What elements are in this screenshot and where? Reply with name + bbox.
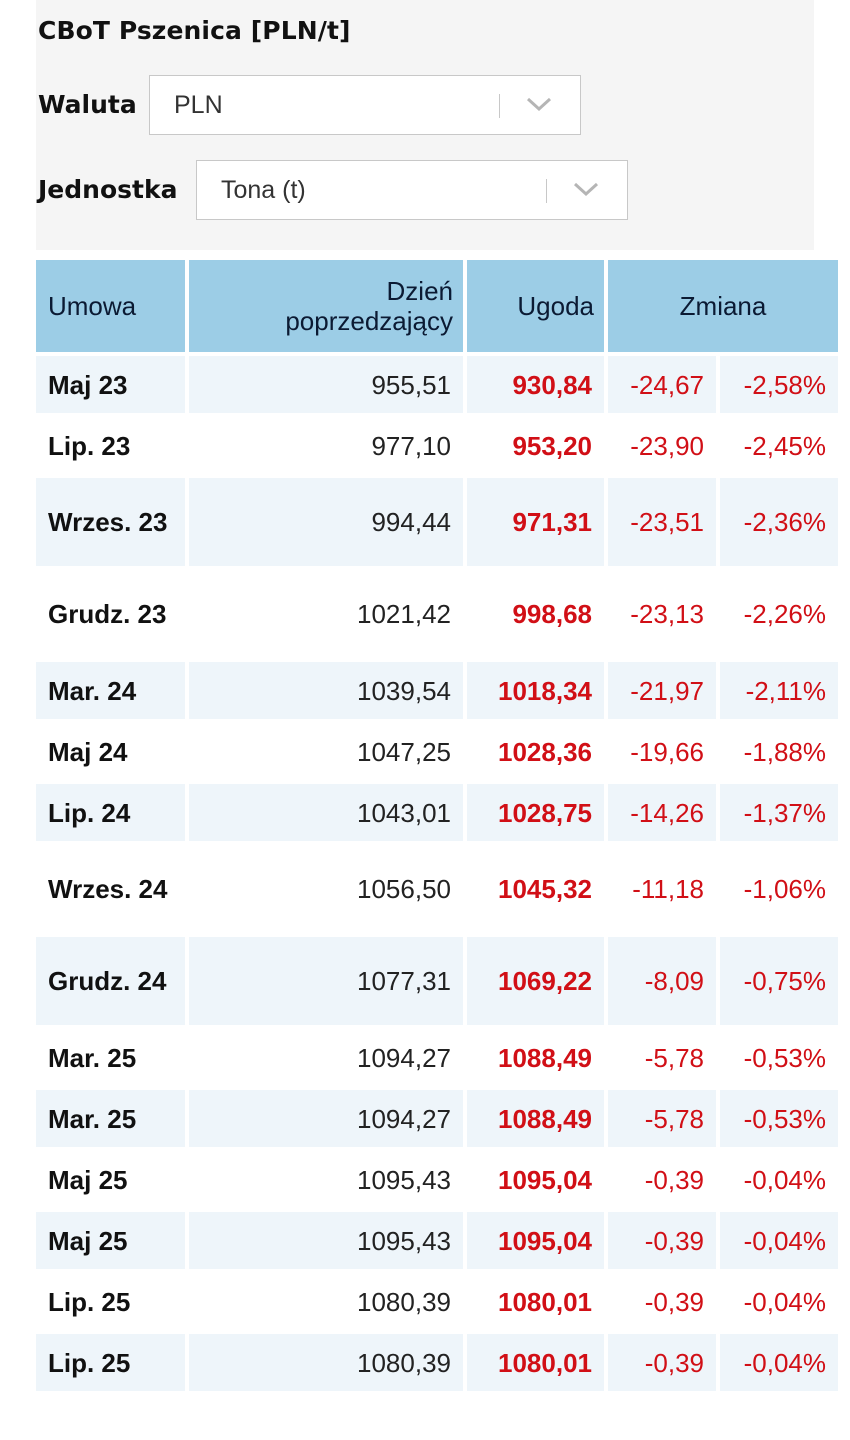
cell-previous-day: 1021,42: [357, 599, 451, 629]
select-separator: [499, 94, 500, 118]
table-row[interactable]: [36, 417, 838, 474]
cell-change-percent: -1,06%: [743, 874, 827, 904]
cell-change-percent: -0,75%: [720, 937, 838, 1025]
table-row[interactable]: [36, 570, 838, 658]
cell-settlement: 1045,32: [498, 874, 592, 904]
unit-select[interactable]: [196, 160, 628, 220]
chevron-down-icon: [524, 92, 554, 116]
cell-change: -8,09: [608, 937, 716, 1025]
cell-previous-day: 977,10: [371, 430, 451, 461]
cell-change: -24,67: [608, 356, 716, 413]
cell-change-percent: -2,11%: [720, 662, 838, 719]
cell-contract: Wrzes. 23: [36, 478, 185, 566]
cell-contract: Grudz. 23: [48, 599, 167, 629]
cell-contract: Lip. 25: [36, 1334, 185, 1391]
cell-change-percent: -0,04%: [720, 1334, 838, 1391]
table-row[interactable]: [36, 1151, 838, 1208]
column-header-contract[interactable]: Umowa: [36, 260, 185, 352]
cell-settlement: 930,84: [467, 356, 604, 413]
cell-change-percent: -0,53%: [743, 1042, 827, 1073]
cell-contract: Grudz. 24: [36, 937, 185, 1025]
table-row[interactable]: [36, 1212, 838, 1269]
unit-label: Jednostka: [38, 175, 178, 204]
cell-settlement: 1088,49: [467, 1090, 604, 1147]
table-row[interactable]: [36, 662, 838, 719]
cell-previous-day: 1095,43: [357, 1164, 451, 1195]
cell-change: -5,78: [608, 1090, 716, 1147]
cell-contract: Wrzes. 24: [48, 874, 168, 904]
table-row[interactable]: [36, 723, 838, 780]
cell-change: -0,39: [644, 1164, 704, 1195]
currency-label: Waluta: [38, 90, 137, 119]
cell-previous-day: 955,51: [189, 356, 463, 413]
column-header-settlement[interactable]: Ugoda: [467, 260, 604, 352]
cell-change: -0,39: [644, 1286, 704, 1317]
cell-contract: Mar. 24: [36, 662, 185, 719]
cell-previous-day: 1043,01: [189, 784, 463, 841]
cell-change-percent: -0,04%: [743, 1286, 827, 1317]
currency-select[interactable]: [149, 75, 581, 135]
cell-previous-day: 1080,39: [189, 1334, 463, 1391]
column-header-previous-day-line2: poprzedzający: [285, 306, 453, 336]
cell-contract: Lip. 25: [48, 1286, 131, 1317]
cell-previous-day: 1056,50: [357, 874, 451, 904]
cell-contract: Maj 24: [48, 736, 128, 767]
chevron-down-icon: [571, 177, 601, 201]
cell-previous-day: 1095,43: [189, 1212, 463, 1269]
cell-settlement: 953,20: [512, 430, 592, 461]
cell-previous-day: 1080,39: [357, 1286, 451, 1317]
cell-change: -23,13: [630, 599, 704, 629]
cell-settlement: 1028,36: [498, 736, 592, 767]
column-header-change[interactable]: Zmiana: [608, 260, 838, 352]
cell-previous-day: 1047,25: [357, 736, 451, 767]
cell-change-percent: -2,58%: [720, 356, 838, 413]
table-row[interactable]: [36, 1090, 838, 1147]
cell-change: -14,26: [608, 784, 716, 841]
cell-settlement: 1080,01: [467, 1334, 604, 1391]
table-row[interactable]: [36, 845, 838, 933]
cell-contract: Lip. 23: [48, 430, 131, 461]
page-title: CBoT Pszenica [PLN/t]: [38, 16, 351, 45]
table-row[interactable]: [36, 1273, 838, 1330]
cell-settlement: 971,31: [467, 478, 604, 566]
futures-table: [32, 256, 842, 1395]
table-row[interactable]: [36, 478, 838, 566]
cell-change: -23,51: [608, 478, 716, 566]
cell-settlement: 1095,04: [498, 1164, 592, 1195]
cell-settlement: 1069,22: [467, 937, 604, 1025]
cell-settlement: 1080,01: [498, 1286, 592, 1317]
cell-settlement: 1095,04: [467, 1212, 604, 1269]
table-row[interactable]: [36, 1029, 838, 1086]
cell-previous-day: 1077,31: [189, 937, 463, 1025]
cell-change-percent: -2,36%: [720, 478, 838, 566]
cell-change: -19,66: [630, 736, 704, 767]
select-separator: [546, 179, 547, 203]
column-header-previous-day[interactable]: [189, 260, 463, 352]
cell-contract: Lip. 24: [36, 784, 185, 841]
cell-contract: Maj 23: [36, 356, 185, 413]
cell-previous-day: 994,44: [189, 478, 463, 566]
cell-contract: Maj 25: [36, 1212, 185, 1269]
unit-select-value: Tona (t): [221, 176, 306, 204]
cell-change: -5,78: [644, 1042, 704, 1073]
cell-change-percent: -1,37%: [720, 784, 838, 841]
cell-previous-day: 1094,27: [189, 1090, 463, 1147]
cell-previous-day: 1039,54: [189, 662, 463, 719]
cell-contract: Mar. 25: [36, 1090, 185, 1147]
cell-change-percent: -0,53%: [720, 1090, 838, 1147]
table-header-row: [36, 260, 838, 352]
cell-previous-day: 1094,27: [357, 1042, 451, 1073]
cell-change: -21,97: [608, 662, 716, 719]
column-header-previous-day-line1: Dzień: [386, 276, 453, 306]
cell-change: -23,90: [630, 430, 704, 461]
cell-change-percent: -0,04%: [743, 1164, 827, 1195]
cell-change-percent: -0,04%: [720, 1212, 838, 1269]
table-row[interactable]: [36, 784, 838, 841]
cell-change: -0,39: [608, 1212, 716, 1269]
cell-settlement: 998,68: [512, 599, 592, 629]
cell-change: -11,18: [632, 874, 704, 904]
cell-settlement: 1028,75: [467, 784, 604, 841]
cell-change-percent: -1,88%: [743, 736, 827, 767]
cell-settlement: 1088,49: [498, 1042, 592, 1073]
cell-change-percent: -2,45%: [743, 430, 827, 461]
cell-change-percent: -2,26%: [743, 599, 827, 629]
cell-settlement: 1018,34: [467, 662, 604, 719]
cell-change: -0,39: [608, 1334, 716, 1391]
table-row[interactable]: [36, 937, 838, 1025]
table-row[interactable]: [36, 356, 838, 413]
cell-contract: Mar. 25: [48, 1042, 137, 1073]
table-row[interactable]: [36, 1334, 838, 1391]
currency-select-value: PLN: [174, 91, 223, 119]
cell-contract: Maj 25: [48, 1164, 128, 1195]
